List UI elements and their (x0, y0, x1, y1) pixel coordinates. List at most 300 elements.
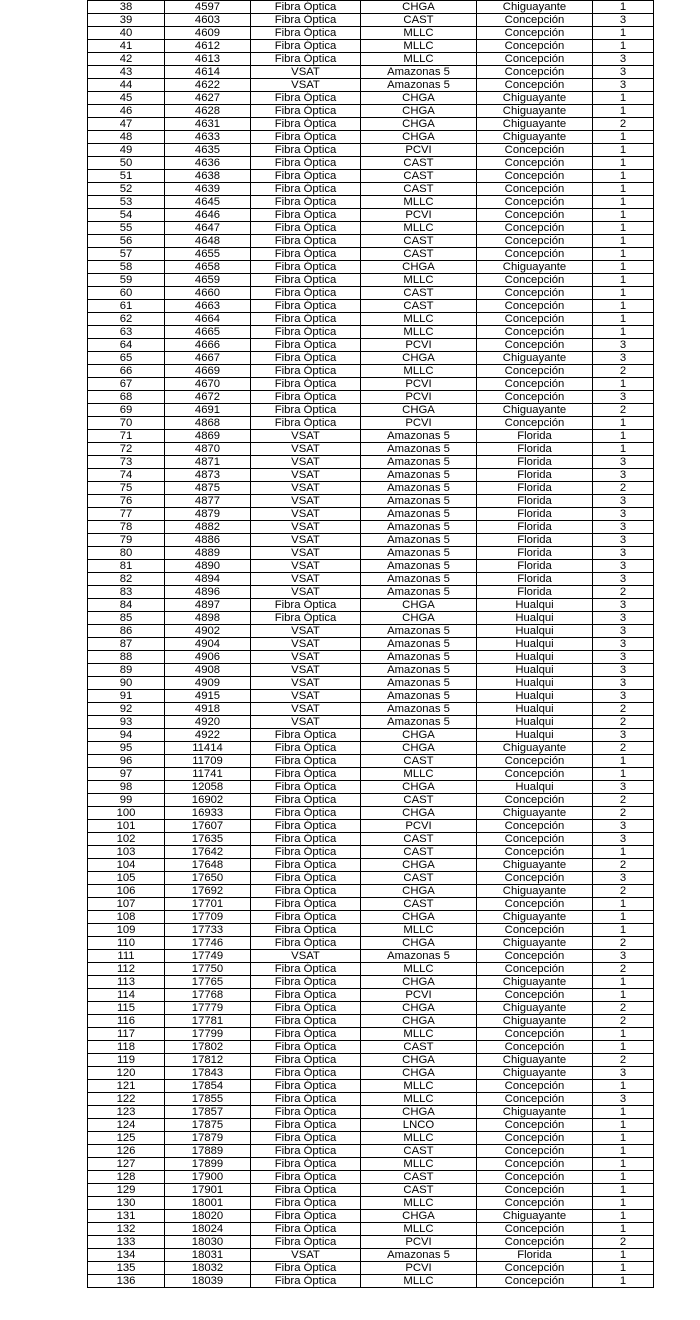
row-number-cell: 68 (88, 391, 165, 404)
commune-cell: Concepción (477, 378, 593, 391)
table-row (88, 300, 654, 313)
table-row (88, 937, 654, 950)
priority-cell: 3 (593, 352, 654, 365)
row-number-cell: 99 (88, 794, 165, 807)
priority-cell: 3 (593, 833, 654, 846)
row-number-cell: 48 (88, 131, 165, 144)
commune-cell: Concepción (477, 417, 593, 430)
commune-cell: Concepción (477, 66, 593, 79)
table-row (88, 170, 654, 183)
node-cell: CAST (361, 898, 477, 911)
commune-cell: Concepción (477, 794, 593, 807)
row-number-cell: 81 (88, 560, 165, 573)
node-cell: Amazonas 5 (361, 1249, 477, 1262)
node-cell: CAST (361, 872, 477, 885)
code-cell: 12058 (165, 781, 251, 794)
commune-cell: Concepción (477, 1197, 593, 1210)
row-number-cell: 67 (88, 378, 165, 391)
code-cell: 11414 (165, 742, 251, 755)
commune-cell: Chiguayante (477, 131, 593, 144)
commune-cell: Hualqui (477, 625, 593, 638)
row-number-cell: 120 (88, 1067, 165, 1080)
row-number-cell: 83 (88, 586, 165, 599)
priority-cell: 1 (593, 248, 654, 261)
commune-cell: Chiguayante (477, 742, 593, 755)
node-cell: Amazonas 5 (361, 443, 477, 456)
priority-cell: 1 (593, 1132, 654, 1145)
code-cell: 4672 (165, 391, 251, 404)
priority-cell: 1 (593, 768, 654, 781)
technology-cell: VSAT (251, 521, 361, 534)
table-row (88, 1080, 654, 1093)
technology-cell: Fibra Óptica (251, 118, 361, 131)
code-cell: 4622 (165, 79, 251, 92)
node-cell: CHGA (361, 911, 477, 924)
row-number-cell: 124 (88, 1119, 165, 1132)
priority-cell: 3 (593, 508, 654, 521)
row-number-cell: 106 (88, 885, 165, 898)
commune-cell: Concepción (477, 1080, 593, 1093)
table-row (88, 612, 654, 625)
technology-cell: Fibra Óptica (251, 365, 361, 378)
row-number-cell: 85 (88, 612, 165, 625)
node-cell: CHGA (361, 729, 477, 742)
technology-cell: Fibra Óptica (251, 1106, 361, 1119)
node-cell: Amazonas 5 (361, 547, 477, 560)
commune-cell: Concepción (477, 846, 593, 859)
commune-cell: Hualqui (477, 716, 593, 729)
commune-cell: Concepción (477, 40, 593, 53)
technology-cell: Fibra Óptica (251, 859, 361, 872)
code-cell: 17899 (165, 1158, 251, 1171)
priority-cell: 2 (593, 807, 654, 820)
row-number-cell: 79 (88, 534, 165, 547)
technology-cell: Fibra Óptica (251, 105, 361, 118)
code-cell: 17709 (165, 911, 251, 924)
technology-cell: VSAT (251, 573, 361, 586)
code-cell: 4655 (165, 248, 251, 261)
commune-cell: Concepción (477, 313, 593, 326)
row-number-cell: 73 (88, 456, 165, 469)
technology-cell: Fibra Óptica (251, 1197, 361, 1210)
code-cell: 4613 (165, 53, 251, 66)
priority-cell: 1 (593, 92, 654, 105)
priority-cell: 2 (593, 118, 654, 131)
node-cell: PCVI (361, 339, 477, 352)
node-cell: CAST (361, 1171, 477, 1184)
priority-cell: 2 (593, 937, 654, 950)
node-cell: CAST (361, 170, 477, 183)
technology-cell: Fibra Óptica (251, 1, 361, 14)
row-number-cell: 70 (88, 417, 165, 430)
commune-cell: Florida (477, 573, 593, 586)
code-cell: 11709 (165, 755, 251, 768)
table-row (88, 547, 654, 560)
priority-cell: 1 (593, 1223, 654, 1236)
technology-cell: Fibra Óptica (251, 287, 361, 300)
row-number-cell: 47 (88, 118, 165, 131)
row-number-cell: 102 (88, 833, 165, 846)
node-cell: Amazonas 5 (361, 651, 477, 664)
commune-cell: Concepción (477, 1158, 593, 1171)
commune-cell: Hualqui (477, 690, 593, 703)
table-row (88, 274, 654, 287)
node-cell: MLLC (361, 1132, 477, 1145)
node-cell: CHGA (361, 937, 477, 950)
table-row (88, 560, 654, 573)
priority-cell: 1 (593, 1145, 654, 1158)
commune-cell: Concepción (477, 170, 593, 183)
commune-cell: Chiguayante (477, 1106, 593, 1119)
table-row (88, 885, 654, 898)
priority-cell: 2 (593, 703, 654, 716)
technology-cell: Fibra Óptica (251, 92, 361, 105)
code-cell: 4873 (165, 469, 251, 482)
row-number-cell: 72 (88, 443, 165, 456)
commune-cell: Chiguayante (477, 352, 593, 365)
node-cell: Amazonas 5 (361, 573, 477, 586)
technology-cell: Fibra Óptica (251, 794, 361, 807)
node-cell: CHGA (361, 1210, 477, 1223)
priority-cell: 1 (593, 1249, 654, 1262)
commune-cell: Concepción (477, 339, 593, 352)
node-cell: CHGA (361, 352, 477, 365)
priority-cell: 1 (593, 196, 654, 209)
node-cell: CAST (361, 235, 477, 248)
row-number-cell: 105 (88, 872, 165, 885)
code-cell: 17889 (165, 1145, 251, 1158)
priority-cell: 1 (593, 326, 654, 339)
table-row (88, 40, 654, 53)
row-number-cell: 94 (88, 729, 165, 742)
node-cell: CAST (361, 287, 477, 300)
code-cell: 4660 (165, 287, 251, 300)
row-number-cell: 93 (88, 716, 165, 729)
table-row (88, 911, 654, 924)
priority-cell: 1 (593, 1184, 654, 1197)
node-cell: Amazonas 5 (361, 703, 477, 716)
priority-cell: 3 (593, 521, 654, 534)
node-cell: MLLC (361, 1158, 477, 1171)
code-cell: 18031 (165, 1249, 251, 1262)
row-number-cell: 116 (88, 1015, 165, 1028)
priority-cell: 1 (593, 1158, 654, 1171)
table-row (88, 1093, 654, 1106)
table-row (88, 820, 654, 833)
table-row (88, 586, 654, 599)
priority-cell: 1 (593, 911, 654, 924)
node-cell: MLLC (361, 1080, 477, 1093)
row-number-cell: 130 (88, 1197, 165, 1210)
commune-cell: Florida (477, 443, 593, 456)
commune-cell: Chiguayante (477, 859, 593, 872)
node-cell: Amazonas 5 (361, 690, 477, 703)
node-cell: CHGA (361, 131, 477, 144)
technology-cell: VSAT (251, 950, 361, 963)
priority-cell: 3 (593, 677, 654, 690)
technology-cell: Fibra Óptica (251, 872, 361, 885)
commune-cell: Hualqui (477, 781, 593, 794)
row-number-cell: 125 (88, 1132, 165, 1145)
code-cell: 4918 (165, 703, 251, 716)
priority-cell: 2 (593, 404, 654, 417)
commune-cell: Florida (477, 586, 593, 599)
table-row (88, 105, 654, 118)
priority-cell: 3 (593, 573, 654, 586)
priority-cell: 3 (593, 1067, 654, 1080)
technology-cell: Fibra Óptica (251, 417, 361, 430)
commune-cell: Florida (477, 456, 593, 469)
row-number-cell: 49 (88, 144, 165, 157)
technology-cell: Fibra Óptica (251, 1067, 361, 1080)
node-cell: CHGA (361, 1, 477, 14)
commune-cell: Florida (477, 469, 593, 482)
technology-cell: Fibra Óptica (251, 1041, 361, 1054)
commune-cell: Concepción (477, 950, 593, 963)
node-cell: CHGA (361, 885, 477, 898)
technology-cell: Fibra Óptica (251, 937, 361, 950)
table-row (88, 638, 654, 651)
technology-cell: VSAT (251, 664, 361, 677)
priority-cell: 1 (593, 287, 654, 300)
code-cell: 18032 (165, 1262, 251, 1275)
technology-cell: Fibra Óptica (251, 1158, 361, 1171)
node-cell: PCVI (361, 417, 477, 430)
commune-cell: Chiguayante (477, 261, 593, 274)
code-cell: 4612 (165, 40, 251, 53)
code-cell: 17855 (165, 1093, 251, 1106)
code-cell: 4647 (165, 222, 251, 235)
code-cell: 17648 (165, 859, 251, 872)
technology-cell: Fibra Óptica (251, 222, 361, 235)
commune-cell: Concepción (477, 872, 593, 885)
node-cell: MLLC (361, 40, 477, 53)
code-cell: 4628 (165, 105, 251, 118)
node-cell: CHGA (361, 92, 477, 105)
row-number-cell: 50 (88, 157, 165, 170)
priority-cell: 3 (593, 79, 654, 92)
priority-cell: 1 (593, 144, 654, 157)
priority-cell: 3 (593, 391, 654, 404)
node-cell: CHGA (361, 404, 477, 417)
table-row (88, 313, 654, 326)
technology-cell: Fibra Óptica (251, 144, 361, 157)
table-row (88, 794, 654, 807)
row-number-cell: 122 (88, 1093, 165, 1106)
commune-cell: Hualqui (477, 651, 593, 664)
table-row (88, 469, 654, 482)
priority-cell: 1 (593, 1028, 654, 1041)
node-cell: Amazonas 5 (361, 79, 477, 92)
node-cell: Amazonas 5 (361, 430, 477, 443)
priority-cell: 3 (593, 14, 654, 27)
row-number-cell: 110 (88, 937, 165, 950)
commune-cell: Concepción (477, 1028, 593, 1041)
commune-cell: Hualqui (477, 612, 593, 625)
table-row (88, 430, 654, 443)
code-cell: 17854 (165, 1080, 251, 1093)
row-number-cell: 91 (88, 690, 165, 703)
table-row (88, 1041, 654, 1054)
code-cell: 18030 (165, 1236, 251, 1249)
code-cell: 17635 (165, 833, 251, 846)
node-cell: MLLC (361, 53, 477, 66)
code-cell: 4639 (165, 183, 251, 196)
priority-cell: 1 (593, 1106, 654, 1119)
code-cell: 4665 (165, 326, 251, 339)
code-cell: 17779 (165, 1002, 251, 1015)
technology-cell: Fibra Óptica (251, 768, 361, 781)
row-number-cell: 96 (88, 755, 165, 768)
code-cell: 4894 (165, 573, 251, 586)
technology-cell: Fibra Óptica (251, 131, 361, 144)
row-number-cell: 60 (88, 287, 165, 300)
table-row (88, 742, 654, 755)
technology-cell: Fibra Óptica (251, 1171, 361, 1184)
table-row (88, 781, 654, 794)
priority-cell: 1 (593, 105, 654, 118)
table-row (88, 599, 654, 612)
code-cell: 17750 (165, 963, 251, 976)
priority-cell: 1 (593, 313, 654, 326)
priority-cell: 1 (593, 1262, 654, 1275)
table-row (88, 248, 654, 261)
node-cell: CAST (361, 248, 477, 261)
priority-cell: 1 (593, 274, 654, 287)
node-cell: MLLC (361, 1223, 477, 1236)
commune-cell: Concepción (477, 326, 593, 339)
table-row (88, 664, 654, 677)
table-row (88, 495, 654, 508)
commune-cell: Concepción (477, 1236, 593, 1249)
node-cell: Amazonas 5 (361, 521, 477, 534)
priority-cell: 2 (593, 885, 654, 898)
row-number-cell: 53 (88, 196, 165, 209)
commune-cell: Concepción (477, 235, 593, 248)
technology-cell: Fibra Óptica (251, 755, 361, 768)
node-cell: MLLC (361, 1093, 477, 1106)
node-cell: CHGA (361, 599, 477, 612)
commune-cell: Concepción (477, 209, 593, 222)
technology-cell: Fibra Óptica (251, 1015, 361, 1028)
technology-cell: VSAT (251, 430, 361, 443)
node-cell: CAST (361, 794, 477, 807)
priority-cell: 2 (593, 482, 654, 495)
row-number-cell: 41 (88, 40, 165, 53)
priority-cell: 3 (593, 638, 654, 651)
technology-cell: Fibra Óptica (251, 326, 361, 339)
code-cell: 4664 (165, 313, 251, 326)
row-number-cell: 38 (88, 1, 165, 14)
commune-cell: Florida (477, 430, 593, 443)
technology-cell: Fibra Óptica (251, 157, 361, 170)
node-cell: CAST (361, 183, 477, 196)
technology-cell: VSAT (251, 547, 361, 560)
table-row (88, 807, 654, 820)
table-row (88, 261, 654, 274)
table-row (88, 378, 654, 391)
node-cell: CHGA (361, 1067, 477, 1080)
table-row (88, 1132, 654, 1145)
technology-cell: Fibra Óptica (251, 53, 361, 66)
commune-cell: Hualqui (477, 599, 593, 612)
technology-cell: Fibra Óptica (251, 612, 361, 625)
node-cell: CHGA (361, 1106, 477, 1119)
commune-cell: Hualqui (477, 664, 593, 677)
priority-cell: 1 (593, 430, 654, 443)
priority-cell: 3 (593, 820, 654, 833)
technology-cell: VSAT (251, 469, 361, 482)
node-cell: CHGA (361, 1015, 477, 1028)
code-cell: 17692 (165, 885, 251, 898)
node-cell: MLLC (361, 365, 477, 378)
technology-cell: Fibra Óptica (251, 1028, 361, 1041)
commune-cell: Concepción (477, 27, 593, 40)
commune-cell: Concepción (477, 1171, 593, 1184)
row-number-cell: 132 (88, 1223, 165, 1236)
row-number-cell: 92 (88, 703, 165, 716)
code-cell: 4879 (165, 508, 251, 521)
commune-cell: Concepción (477, 1184, 593, 1197)
technology-cell: Fibra Óptica (251, 14, 361, 27)
code-cell: 18024 (165, 1223, 251, 1236)
priority-cell: 3 (593, 339, 654, 352)
technology-cell: Fibra Óptica (251, 1002, 361, 1015)
code-cell: 17768 (165, 989, 251, 1002)
table-row (88, 144, 654, 157)
technology-cell: VSAT (251, 625, 361, 638)
priority-cell: 3 (593, 560, 654, 573)
priority-cell: 3 (593, 872, 654, 885)
table-row (88, 1002, 654, 1015)
code-cell: 4667 (165, 352, 251, 365)
commune-cell: Concepción (477, 898, 593, 911)
technology-cell: Fibra Óptica (251, 1236, 361, 1249)
code-cell: 16933 (165, 807, 251, 820)
row-number-cell: 82 (88, 573, 165, 586)
technology-cell: Fibra Óptica (251, 963, 361, 976)
priority-cell: 1 (593, 1, 654, 14)
table-row (88, 404, 654, 417)
connectivity-table (87, 0, 654, 1288)
table-row (88, 235, 654, 248)
technology-cell: Fibra Óptica (251, 1093, 361, 1106)
row-number-cell: 128 (88, 1171, 165, 1184)
code-cell: 4627 (165, 92, 251, 105)
node-cell: MLLC (361, 768, 477, 781)
commune-cell: Concepción (477, 755, 593, 768)
table-row (88, 352, 654, 365)
node-cell: CAST (361, 1145, 477, 1158)
code-cell: 17901 (165, 1184, 251, 1197)
table-row (88, 976, 654, 989)
table-row (88, 222, 654, 235)
code-cell: 11741 (165, 768, 251, 781)
priority-cell: 2 (593, 1236, 654, 1249)
row-number-cell: 76 (88, 495, 165, 508)
commune-cell: Concepción (477, 1041, 593, 1054)
table-row (88, 859, 654, 872)
code-cell: 4877 (165, 495, 251, 508)
table-row (88, 950, 654, 963)
priority-cell: 1 (593, 378, 654, 391)
commune-cell: Concepción (477, 144, 593, 157)
commune-cell: Concepción (477, 391, 593, 404)
technology-cell: Fibra Óptica (251, 885, 361, 898)
code-cell: 17650 (165, 872, 251, 885)
priority-cell: 3 (593, 66, 654, 79)
commune-cell: Concepción (477, 183, 593, 196)
